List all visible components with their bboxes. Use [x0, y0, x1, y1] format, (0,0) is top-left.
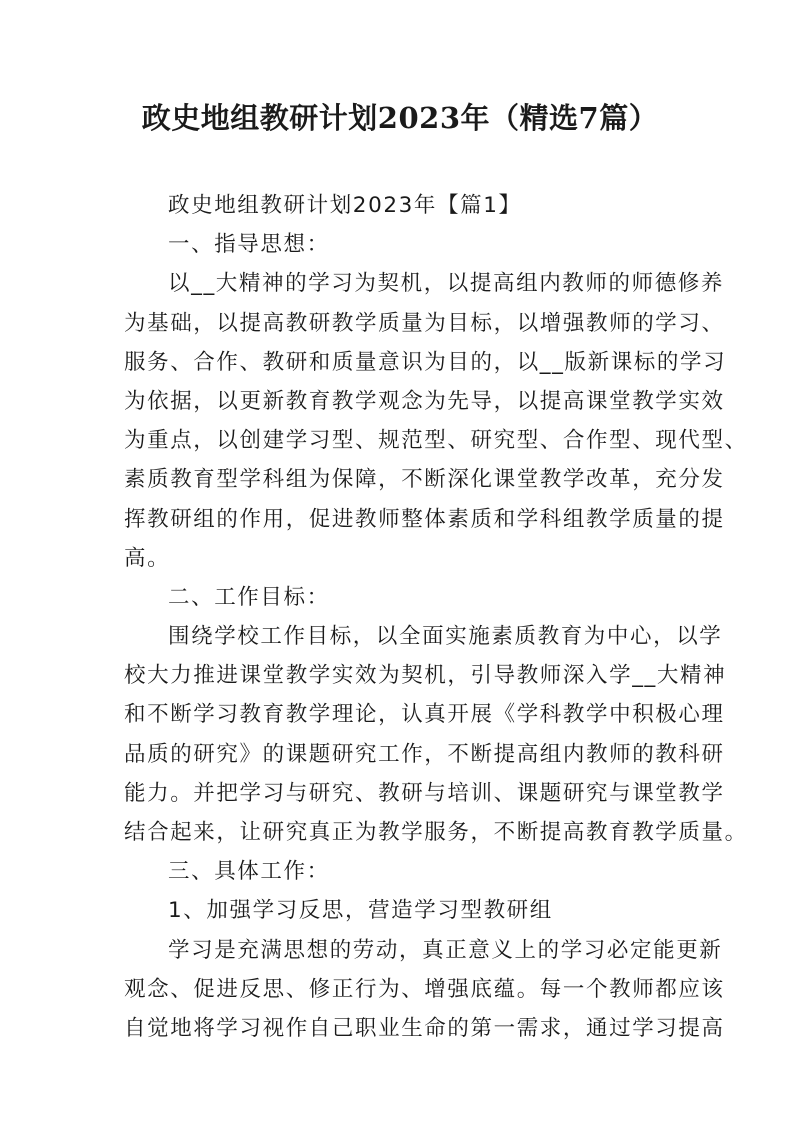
paragraph-line: 结合起来，让研究真正为教学服务，不断提高教育教学质量。 [124, 820, 748, 845]
document-body [124, 186, 748, 1048]
subsection-heading: 1、加强学习反思，营造学习型教研组 [168, 898, 553, 924]
paragraph-line: 为依据，以更新教育教学观念为先导，以提高课堂教学实效 [124, 388, 725, 414]
paragraph-line: 自觉地将学习视作自己职业生命的第一需求，通过学习提高 [124, 1015, 725, 1041]
paragraph-line: 校大力推进课堂教学实效为契机，引导教师深入学__大精神 [124, 663, 727, 689]
paragraph-line: 高。 [124, 545, 171, 571]
subsection-heading: 二、工作目标： [168, 584, 330, 610]
paragraph-line: 为重点，以创建学习型、规范型、研究型、合作型、现代型、 [124, 428, 748, 454]
paragraph-line: 和不断学习教育教学理论，认真开展《学科教学中积极心理 [124, 702, 725, 728]
paragraph-line: 品质的研究》的课题研究工作，不断提高组内教师的教科研 [124, 741, 725, 767]
subsection-heading: 三、具体工作： [168, 859, 330, 885]
subsection-heading: 一、指导思想： [168, 232, 330, 258]
paragraph-line: 以__大精神的学习为契机，以提高组内教师的师德修养 [168, 271, 725, 297]
paragraph-line: 围绕学校工作目标，以全面实施素质教育为中心，以学 [168, 624, 723, 650]
paragraph-line: 挥教研组的作用，促进教师整体素质和学科组教学质量的提 [124, 506, 725, 532]
section-heading: 政史地组教研计划2023年【篇1】 [168, 193, 522, 218]
paragraph-line: 素质教育型学科组为保障，不断深化课堂教学改革，充分发 [124, 467, 725, 493]
paragraph-line: 为基础，以提高教研教学质量为目标，以增强教师的学习、 [124, 310, 725, 336]
paragraph-line: 学习是充满思想的劳动，真正意义上的学习必定能更新 [168, 937, 723, 963]
paragraph-line: 服务、合作、教研和质量意识为目的，以__版新课标的学习 [124, 349, 727, 375]
paragraph-line: 能力。并把学习与研究、教研与培训、课题研究与课堂教学 [124, 780, 725, 806]
paragraph-line: 观念、促进反思、修正行为、增强底蕴。每一个教师都应该 [124, 976, 725, 1002]
document-title: 政史地组教研计划2023年（精选7篇） [141, 101, 659, 135]
